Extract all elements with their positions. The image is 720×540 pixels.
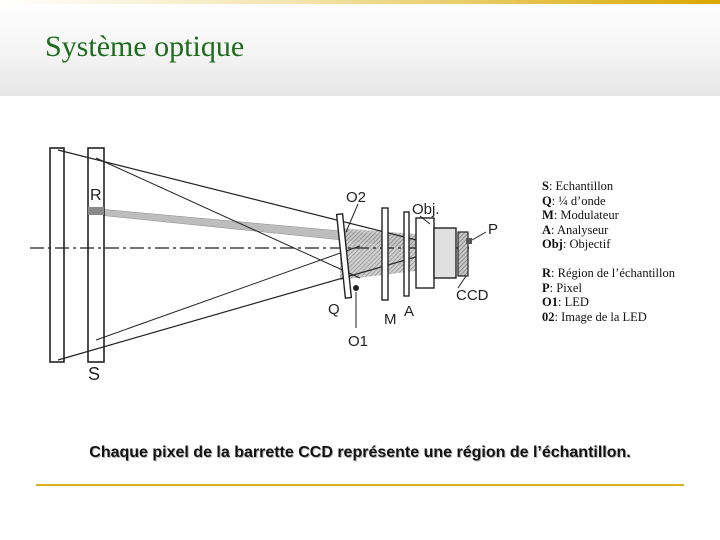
label-R: R [90, 187, 102, 204]
legend-row-02: 02: Image de la LED [542, 309, 647, 324]
analyzer-A [404, 212, 409, 296]
sample-plate-left [50, 148, 64, 362]
legend-row-Obj: Obj: Objectif [542, 237, 611, 252]
legend-spacer [542, 252, 712, 266]
label-Obj: Obj. [412, 201, 440, 218]
legend [542, 179, 712, 324]
led-O1 [353, 285, 359, 291]
label-O2: O2 [346, 189, 367, 206]
legend-row-M: M: Modulateur [542, 208, 619, 223]
legend-row-R: R: Région de l’échantillon [542, 265, 675, 280]
ray-lower [96, 246, 360, 340]
label-Q: Q [328, 301, 340, 318]
label-A: A [404, 303, 415, 320]
legend-row-S: S: Echantillon [542, 179, 614, 193]
legend-row-Q: Q: ¼ d’onde [542, 193, 606, 208]
legend-row-P: P: Pixel [542, 280, 582, 295]
modulator-M [382, 208, 388, 300]
leader-P [472, 232, 486, 240]
objective-lens [434, 228, 456, 278]
label-CCD: CCD [456, 287, 489, 304]
label-S: S [88, 364, 101, 384]
label-M: M [384, 311, 397, 328]
pixel-P [466, 238, 472, 244]
region-R [88, 207, 104, 215]
label-P: P [488, 221, 499, 238]
leader-O2 [346, 204, 358, 232]
label-O1: O1 [348, 333, 369, 350]
optical-system-diagram [30, 128, 510, 390]
slide-caption: Chaque pixel de la barrette CCD représente une région de l’échantillon. [89, 444, 631, 461]
objective-housing [416, 218, 434, 288]
legend-row-O1: O1: LED [542, 295, 589, 310]
bottom-accent-rule [36, 484, 684, 486]
sample-plate-S [88, 148, 104, 362]
slide-title: Système optique [45, 30, 245, 63]
legend-row-A: A: Analyseur [542, 222, 609, 237]
